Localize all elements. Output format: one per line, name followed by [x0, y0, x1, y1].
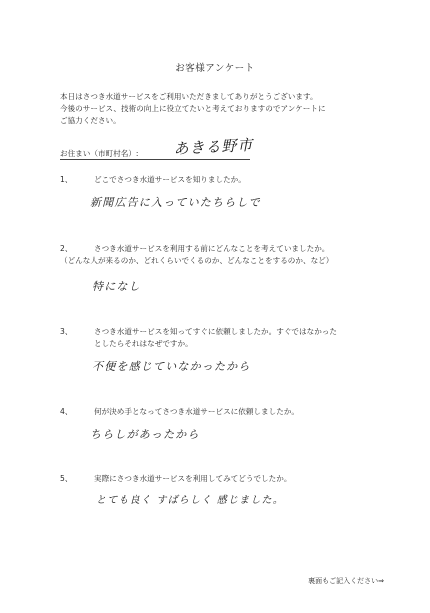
page-title: お客様アンケート [175, 63, 255, 74]
question-5-text: 実際にさつき水道サービスを利用してみてどうでしたか。 [94, 474, 292, 483]
question-3-text: さつき水道サービスを知ってすぐに依頼しましたか。すぐではなかった [94, 327, 337, 336]
answer-2-handwritten: 特になし [92, 280, 141, 293]
intro-line-3: ご協力ください。 [60, 116, 121, 125]
question-5 [60, 473, 291, 485]
answer-1-handwritten: 新聞広告に入っていたちらしで [90, 196, 261, 209]
answer-5-handwritten: とても良く すばらしく 感じました。 [96, 495, 284, 506]
address-handwritten-value: あきる野市 [173, 135, 254, 159]
question-2-number: 2、 [60, 244, 73, 253]
question-4-text: 何が決め手となってさつき水道サービスに依頼しましたか。 [94, 407, 300, 416]
address-label: お住まい（市町村名）: [60, 149, 139, 158]
question-5-number: 5、 [60, 474, 73, 483]
question-4 [60, 406, 299, 418]
question-2-subtext: （どんな人が来るのか、どれくらいでくるのか、どんなことをするのか、など） [60, 256, 334, 265]
answer-3-handwritten: 不便を感じていなかったから [92, 360, 251, 373]
answer-4-handwritten: ちらしがあったから [90, 428, 200, 441]
question-4-number: 4、 [60, 407, 73, 416]
question-3 [60, 326, 337, 350]
question-1 [60, 174, 246, 186]
intro-text [60, 91, 390, 127]
question-3-subtext: としたらそれはなぜですか。 [94, 339, 193, 348]
question-2-text: さつき水道サービスを利用する前にどんなことを考えていましたか。 [94, 244, 330, 253]
question-1-number: 1、 [60, 175, 73, 184]
address-field [60, 135, 360, 160]
intro-line-1: 本日はさつき水道サービスをご利用いただきましてありがとうございます。 [60, 92, 318, 101]
intro-line-2: 今後のサービス、技術の向上に役立てたいと考えておりますのでアンケートに [60, 104, 326, 113]
address-underline [60, 159, 250, 160]
question-1-text: どこでさつき水道サービスを知りましたか。 [94, 175, 246, 184]
footer-note: 裏面もご記入ください⇒ [308, 577, 384, 585]
question-3-number: 3、 [60, 327, 73, 336]
question-2 [60, 243, 333, 267]
